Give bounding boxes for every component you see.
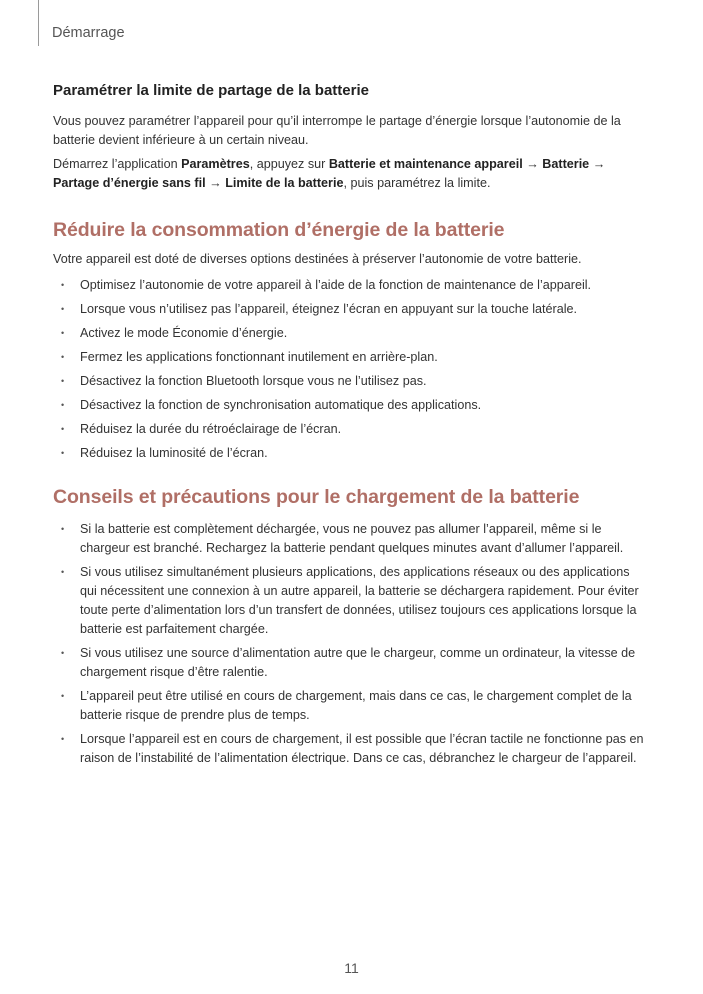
charging-tips-title: Conseils et précautions pour le chargement de la batterie (53, 486, 580, 508)
list-item: • Réduisez la durée du rétroéclairage de l’écran. (53, 420, 645, 444)
steps-arrow-1: → (522, 157, 543, 171)
list-item: • Réduisez la luminosité de l’écran. (53, 444, 645, 468)
battery-limit-intro: Vous pouvez paramétrer l’appareil pour qu’il interrompe le partage d’énergie lorsque l’autonomie de la batterie devient inférieure à un certain niveau. (53, 114, 621, 147)
steps-battery: Batterie (542, 157, 590, 171)
steps-arrow-3: → (205, 176, 226, 190)
reduce-consumption-title: Réduire la consommation d’énergie de la batterie (53, 219, 505, 241)
steps-battery-maintenance: Batterie et maintenance appareil (328, 157, 523, 171)
list-item: • Lorsque l’appareil est en cours de chargement, il est possible que l’écran tactile ne fonctionne pas en raison de l’instabilité de l’alimentation électrique. Dans ce cas, débranchez le chargeur de l’appareil. (53, 730, 645, 768)
list-item: • Optimisez l’autonomie de votre appareil à l’aide de la fonction de maintenance de l’appareil. (53, 276, 645, 300)
list-item: • Activez le mode Économie d’énergie. (53, 324, 645, 348)
list-item: • Si vous utilisez simultanément plusieurs applications, des applications réseaux ou des applications qui nécessitent une connexion à un autre appareil, la batterie se déchargera rapidement. Pour éviter toute perte d’alimentation lors d’un transfert de données, utilisez toujours ces applications lorsque la batterie est parfaitement chargée. (53, 563, 645, 639)
page-number: 11 (344, 960, 359, 976)
steps-text-2: , appuyez sur (249, 157, 329, 171)
reduce-intro: Votre appareil est doté de diverses options destinées à préserver l’autonomie de votre batterie. (53, 252, 582, 266)
steps-battery-limit: Limite de la batterie (225, 176, 344, 190)
header-rule (38, 0, 39, 46)
steps-arrow-2: → (589, 157, 606, 171)
list-item: • Si la batterie est complètement déchargée, vous ne pouvez pas allumer l’appareil, même si le chargeur est branché. Rechargez la batterie pendant quelques minutes avant d’allumer l’appareil. (53, 520, 645, 558)
list-item: • Si vous utilisez une source d’alimentation autre que le chargeur, comme un ordinateur, la vitesse de chargement risque d’être ralentie. (53, 644, 645, 682)
reduce-tips-list (53, 276, 645, 468)
battery-limit-steps (53, 155, 645, 193)
section-header: Démarrage (52, 25, 125, 41)
list-item: • L’appareil peut être utilisé en cours de chargement, mais dans ce cas, le chargement complet de la batterie risque de prendre plus de temps. (53, 687, 645, 725)
list-item: • Lorsque vous n’utilisez pas l’appareil, éteignez l’écran en appuyant sur la touche latérale. (53, 300, 645, 324)
steps-settings-app: Paramètres (181, 157, 250, 171)
list-item: • Désactivez la fonction Bluetooth lorsque vous ne l’utilisez pas. (53, 372, 645, 396)
battery-limit-title: Paramétrer la limite de partage de la batterie (53, 82, 369, 99)
steps-text-1: Démarrez l’application (53, 157, 182, 171)
list-item: • Désactivez la fonction de synchronisation automatique des applications. (53, 396, 645, 420)
charging-tips-list (53, 520, 645, 773)
steps-text-6: , puis paramétrez la limite. (343, 176, 491, 190)
steps-wireless-power-share: Partage d’énergie sans fil (53, 176, 206, 190)
list-item: • Fermez les applications fonctionnant inutilement en arrière-plan. (53, 348, 645, 372)
